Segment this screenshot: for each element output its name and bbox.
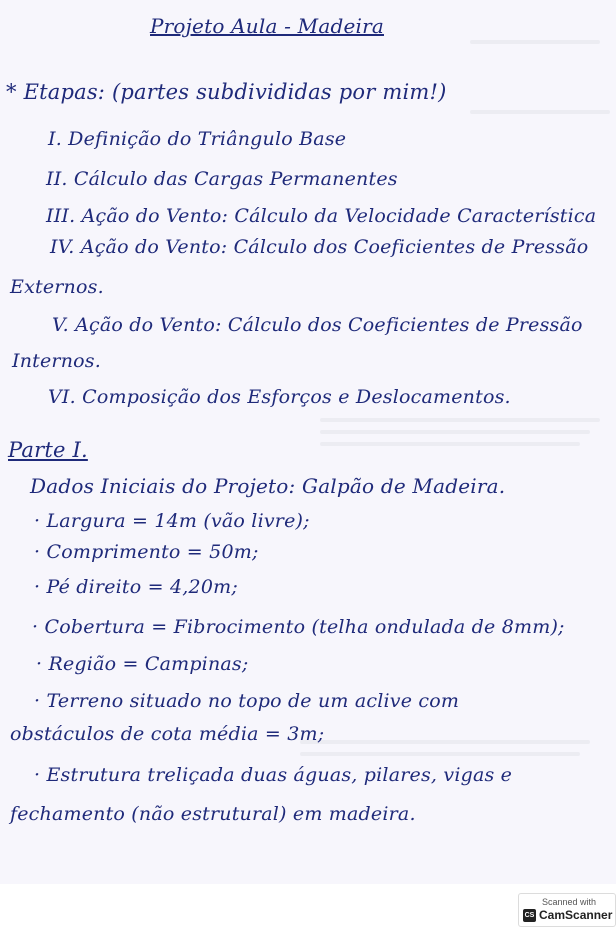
camscanner-watermark (518, 893, 616, 927)
watermark-brand: CamScanner (539, 908, 613, 922)
parte-heading: Parte I. (8, 438, 88, 462)
dados-item-continuation: obstáculos de cota média = 3m; (10, 723, 325, 745)
dados-heading: Dados Iniciais do Projeto: Galpão de Madeira. (30, 474, 506, 498)
etapa-line: I. Definição do Triângulo Base (48, 128, 347, 150)
bleed-through-line (470, 40, 600, 44)
camscanner-logo-icon: CS (523, 909, 536, 922)
bleed-through-line (300, 740, 590, 744)
dados-item: · Terreno situado no topo de um aclive com (34, 690, 460, 712)
watermark-caption: Scanned with (542, 897, 597, 907)
bleed-through-line (320, 418, 600, 422)
etapa-line: II. Cálculo das Cargas Permanentes (46, 168, 398, 190)
dados-item: · Pé direito = 4,20m; (34, 576, 238, 598)
dados-item: · Estrutura treliçada duas águas, pilares, vigas e (34, 764, 513, 786)
etapas-heading: * Etapas: (partes subdivididas por mim!) (6, 80, 447, 104)
bleed-through-line (320, 442, 580, 446)
bleed-through-line (470, 110, 610, 114)
dados-item: · Largura = 14m (vão livre); (34, 510, 310, 532)
etapa-line-continuation: Externos. (10, 276, 104, 298)
bleed-through-line (300, 752, 580, 756)
etapa-line-continuation: Internos. (12, 350, 101, 372)
dados-item-continuation: fechamento (não estrutural) em madeira. (10, 803, 416, 825)
etapa-line: VI. Composição dos Esforços e Deslocamentos. (48, 386, 511, 408)
dados-item: · Região = Campinas; (36, 653, 249, 675)
bleed-through-line (320, 430, 590, 434)
etapa-line: IV. Ação do Vento: Cálculo dos Coeficientes de Pressão (50, 236, 589, 258)
etapa-line: III. Ação do Vento: Cálculo da Velocidade Característica (46, 205, 597, 227)
dados-item: · Comprimento = 50m; (34, 541, 259, 563)
page-title: Projeto Aula - Madeira (150, 14, 384, 38)
etapa-line: V. Ação do Vento: Cálculo dos Coeficientes de Pressão (52, 314, 583, 336)
dados-item: · Cobertura = Fibrocimento (telha ondulada de 8mm); (32, 616, 565, 638)
